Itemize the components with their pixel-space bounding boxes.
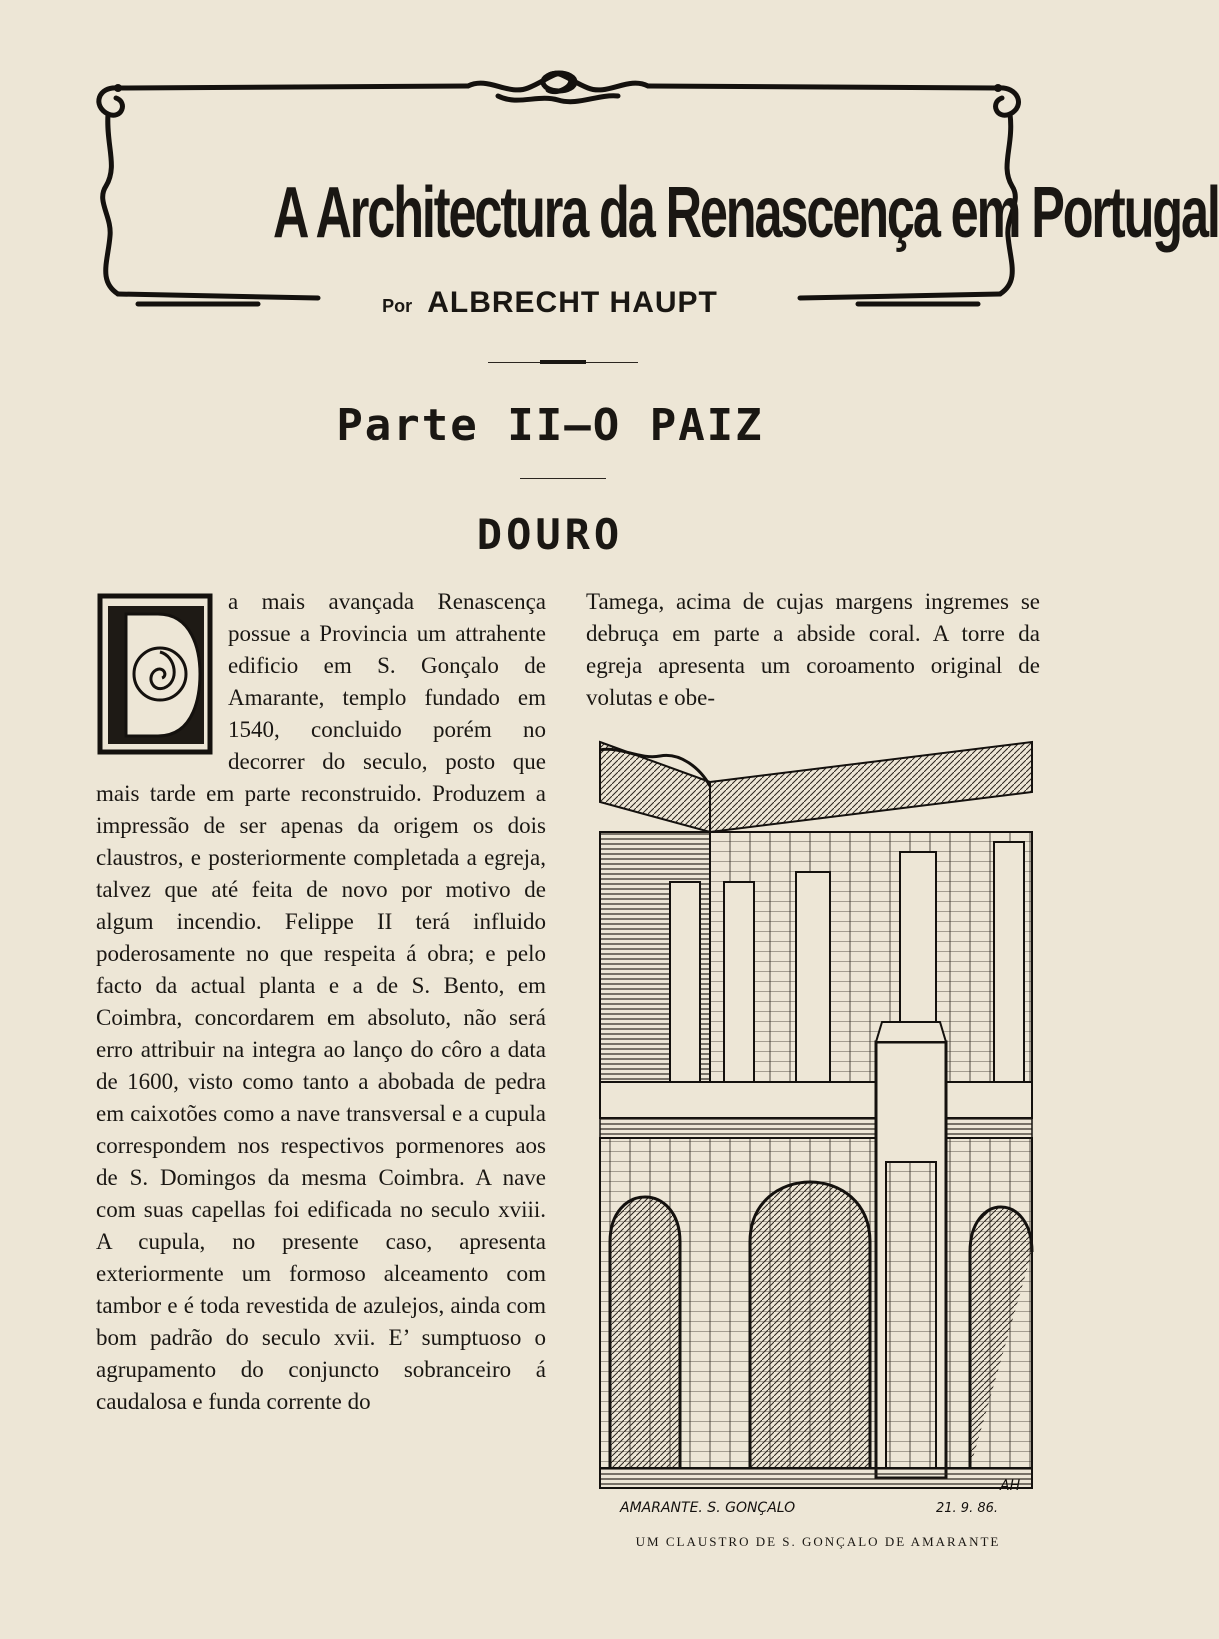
illustration-date: 21. 9. 86. — [936, 1501, 999, 1516]
section-heading: DOURO — [476, 510, 624, 559]
article-text-left: a mais avançada Renascença possue a Provincia um attrahente edificio em S. Gonçalo de Amarante, templo fundado em 1540, concluido porém no decorrer do seculo, posto que mais tarde em parte reconstruido. Produzem a impressão de ser apenas da origem os dois claustros, e posteriormente completada a egreja, talvez que até feita de novo por motivo de algum incendio. Felippe II terá influido poderosamente no que respeita á obra; e pelo facto da actual planta e a de S. Bento, em Coimbra, concordarem em absoluto, não será erro attribuir na integra ao lanço do côro a data de 1600, visto como tanto a abobada de pedra em caixotões como a nave transversal e a cupula correspondem nos respectivos pormenores aos de S. Domingos da mesma Coimbra. A nave com suas capellas foi edificada no seculo xviii. A cupula, no presente caso, apresenta exteriormente um formoso alceamento com tambor e é toda revestida de azulejos, ainda com bom padrão do seculo xvii. E’ sumptuoso o agrupamento do conjuncto sobranceiro á caudalosa e funda corrente do — [96, 589, 546, 1414]
cloister-illustration — [600, 742, 1032, 1518]
dropcap-letter: D — [154, 710, 156, 711]
part-heading: Parte II—O PAIZ — [336, 400, 764, 451]
author-name: ALBRECHT HAUPT — [427, 286, 718, 319]
divider-rule-top-center — [540, 360, 586, 364]
illustration-initials: AH — [1000, 1478, 1021, 1494]
illustration-signature: AMARANTE. S. GONÇALO — [620, 1500, 796, 1516]
article-title: A Architectura da Renascença em Portugal — [273, 173, 1219, 253]
divider-rule-middle — [520, 478, 606, 479]
byline — [300, 286, 800, 326]
article-text-right: Tamega, acima de cujas margens ingremes se debruça em parte a abside coral. A torre da egreja apresenta um coroamento original de volutas e obe- — [586, 589, 1040, 710]
article-column-right — [586, 586, 1040, 714]
illustration-caption: UM CLAUSTRO DE S. GONÇALO DE AMARANTE — [635, 1534, 1001, 1549]
byline-prefix: Por — [382, 296, 413, 316]
article-column-left — [96, 586, 546, 1418]
decorated-dropcap-d — [96, 592, 214, 756]
